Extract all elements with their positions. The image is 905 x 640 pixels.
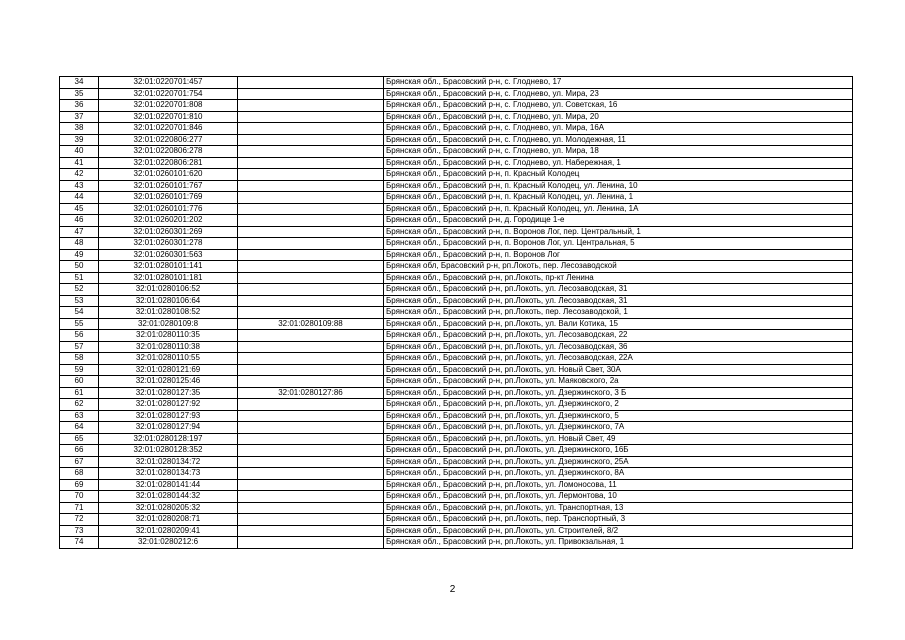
table-row: [60, 479, 853, 491]
address-cell: Брянская обл, Брасовский р-н, рп.Локоть, пер. Лесозаводской: [384, 261, 853, 273]
address-cell: Брянская обл., Брасовский р-н, п. Красный Колодец: [384, 169, 853, 181]
table-row: [60, 169, 853, 181]
related-cadastral-number-cell: 32:01:0280127:86: [238, 387, 384, 399]
related-cadastral-number-cell: [238, 111, 384, 123]
address-cell: Брянская обл., Брасовский р-н, рп.Локоть, ул. Ломоносова, 11: [384, 479, 853, 491]
address-cell: Брянская обл., Брасовский р-н, с. Глоднево, ул. Советская, 16: [384, 100, 853, 112]
related-cadastral-number-cell: [238, 410, 384, 422]
row-number-cell: 36: [60, 100, 99, 112]
cadastral-number-cell: 32:01:0280110:35: [99, 330, 238, 342]
related-cadastral-number-cell: [238, 468, 384, 480]
address-cell: Брянская обл., Брасовский р-н, рп.Локоть, ул. Дзержинского, 16Б: [384, 445, 853, 457]
table-row: [60, 157, 853, 169]
address-cell: Брянская обл., Брасовский р-н, рп.Локоть, ул. Новый Свет, 30А: [384, 364, 853, 376]
cadastral-number-cell: 32:01:0280127:35: [99, 387, 238, 399]
related-cadastral-number-cell: [238, 169, 384, 181]
related-cadastral-number-cell: [238, 422, 384, 434]
address-cell: Брянская обл., Брасовский р-н, рп.Локоть, ул. Лесозаводская, 22: [384, 330, 853, 342]
row-number-cell: 38: [60, 123, 99, 135]
cadastral-number-cell: 32:01:0280110:38: [99, 341, 238, 353]
row-number-cell: 68: [60, 468, 99, 480]
cadastral-number-cell: 32:01:0260301:269: [99, 226, 238, 238]
row-number-cell: 69: [60, 479, 99, 491]
table-row: [60, 284, 853, 296]
table-row: [60, 238, 853, 250]
address-cell: Брянская обл., Брасовский р-н, с. Глоднево, ул. Набережная, 1: [384, 157, 853, 169]
related-cadastral-number-cell: [238, 491, 384, 503]
row-number-cell: 59: [60, 364, 99, 376]
cadastral-number-cell: 32:01:0280127:92: [99, 399, 238, 411]
table-row: [60, 307, 853, 319]
address-cell: Брянская обл., Брасовский р-н, рп.Локоть, пр-кт Ленина: [384, 272, 853, 284]
address-cell: Брянская обл., Брасовский р-н, рп.Локоть, ул. Дзержинского, 3 Б: [384, 387, 853, 399]
related-cadastral-number-cell: [238, 146, 384, 158]
related-cadastral-number-cell: [238, 445, 384, 457]
address-cell: Брянская обл., Брасовский р-н, рп.Локоть, ул. Дзержинского, 7А: [384, 422, 853, 434]
table-row: [60, 502, 853, 514]
table-row: [60, 272, 853, 284]
cadastral-number-cell: 32:01:0260101:767: [99, 180, 238, 192]
table-row: [60, 146, 853, 158]
cadastral-number-cell: 32:01:0260301:563: [99, 249, 238, 261]
row-number-cell: 70: [60, 491, 99, 503]
row-number-cell: 54: [60, 307, 99, 319]
cadastral-number-cell: 32:01:0260101:769: [99, 192, 238, 204]
related-cadastral-number-cell: [238, 525, 384, 537]
table-row: [60, 445, 853, 457]
address-cell: Брянская обл., Брасовский р-н, рп.Локоть, ул. Лесозаводская, 22А: [384, 353, 853, 365]
table-row: [60, 491, 853, 503]
cadastral-number-cell: 32:01:0280109:8: [99, 318, 238, 330]
row-number-cell: 73: [60, 525, 99, 537]
related-cadastral-number-cell: [238, 341, 384, 353]
address-cell: Брянская обл., Брасовский р-н, п. Воронов Лог: [384, 249, 853, 261]
row-number-cell: 60: [60, 376, 99, 388]
table-row: [60, 537, 853, 549]
cadastral-number-cell: 32:01:0280134:72: [99, 456, 238, 468]
table-row: [60, 341, 853, 353]
related-cadastral-number-cell: [238, 272, 384, 284]
related-cadastral-number-cell: [238, 134, 384, 146]
cadastral-number-cell: 32:01:0260201:202: [99, 215, 238, 227]
row-number-cell: 71: [60, 502, 99, 514]
related-cadastral-number-cell: [238, 261, 384, 273]
cadastral-number-cell: 32:01:0220701:808: [99, 100, 238, 112]
table-row: [60, 77, 853, 89]
table-row: [60, 433, 853, 445]
address-cell: Брянская обл., Брасовский р-н, рп.Локоть, ул. Транспортная, 13: [384, 502, 853, 514]
address-cell: Брянская обл., Брасовский р-н, рп.Локоть, ул. Дзержинского, 2: [384, 399, 853, 411]
row-number-cell: 46: [60, 215, 99, 227]
row-number-cell: 45: [60, 203, 99, 215]
row-number-cell: 34: [60, 77, 99, 89]
table-row: [60, 123, 853, 135]
cadastral-number-cell: 32:01:0220806:278: [99, 146, 238, 158]
address-cell: Брянская обл., Брасовский р-н, с. Глоднево, ул. Молодежная, 11: [384, 134, 853, 146]
related-cadastral-number-cell: [238, 203, 384, 215]
page-number: 2: [449, 584, 456, 595]
row-number-cell: 62: [60, 399, 99, 411]
table-row: [60, 318, 853, 330]
address-cell: Брянская обл., Брасовский р-н, рп.Локоть, ул. Дзержинского, 5: [384, 410, 853, 422]
cadastral-number-cell: 32:01:0280108:52: [99, 307, 238, 319]
row-number-cell: 51: [60, 272, 99, 284]
address-cell: Брянская обл., Брасовский р-н, с. Глоднево, ул. Мира, 23: [384, 88, 853, 100]
cadastral-number-cell: 32:01:0280101:181: [99, 272, 238, 284]
row-number-cell: 52: [60, 284, 99, 296]
related-cadastral-number-cell: [238, 399, 384, 411]
address-cell: Брянская обл., Брасовский р-н, п. Красный Колодец, ул. Ленина, 1: [384, 192, 853, 204]
related-cadastral-number-cell: [238, 226, 384, 238]
cadastral-number-cell: 32:01:0280106:52: [99, 284, 238, 296]
row-number-cell: 42: [60, 169, 99, 181]
address-cell: Брянская обл., Брасовский р-н, рп.Локоть, пер. Лесозаводской, 1: [384, 307, 853, 319]
row-number-cell: 40: [60, 146, 99, 158]
address-cell: Брянская обл., Брасовский р-н, рп.Локоть, ул. Дзержинского, 8А: [384, 468, 853, 480]
table-row: [60, 261, 853, 273]
address-cell: Брянская обл., Брасовский р-н, с. Глоднево, ул. Мира, 18: [384, 146, 853, 158]
table-row: [60, 192, 853, 204]
row-number-cell: 74: [60, 537, 99, 549]
related-cadastral-number-cell: [238, 157, 384, 169]
address-cell: Брянская обл., Брасовский р-н, рп.Локоть, пер. Транспортный, 3: [384, 514, 853, 526]
row-number-cell: 41: [60, 157, 99, 169]
row-number-cell: 53: [60, 295, 99, 307]
cadastral-number-cell: 32:01:0280134:73: [99, 468, 238, 480]
cadastral-number-cell: 32:01:0280127:94: [99, 422, 238, 434]
cadastral-number-cell: 32:01:0260101:620: [99, 169, 238, 181]
cadastral-number-cell: 32:01:0280106:64: [99, 295, 238, 307]
address-cell: Брянская обл., Брасовский р-н, рп.Локоть, ул. Лесозаводская, 31: [384, 295, 853, 307]
row-number-cell: 35: [60, 88, 99, 100]
cadastral-number-cell: 32:01:0280125:46: [99, 376, 238, 388]
cadastral-number-cell: 32:01:0220806:281: [99, 157, 238, 169]
cadastral-number-cell: 32:01:0280101:141: [99, 261, 238, 273]
related-cadastral-number-cell: [238, 284, 384, 296]
cadastral-number-cell: 32:01:0220701:846: [99, 123, 238, 135]
related-cadastral-number-cell: [238, 353, 384, 365]
address-cell: Брянская обл., Брасовский р-н, п. Воронов Лог, пер. Центральный, 1: [384, 226, 853, 238]
table-row: [60, 203, 853, 215]
row-number-cell: 50: [60, 261, 99, 273]
address-cell: Брянская обл., Брасовский р-н, рп.Локоть, ул. Привокзальная, 1: [384, 537, 853, 549]
related-cadastral-number-cell: [238, 215, 384, 227]
related-cadastral-number-cell: [238, 456, 384, 468]
row-number-cell: 66: [60, 445, 99, 457]
table-row: [60, 215, 853, 227]
property-table: [59, 76, 853, 549]
related-cadastral-number-cell: [238, 514, 384, 526]
cadastral-number-cell: 32:01:0280121:69: [99, 364, 238, 376]
cadastral-number-cell: 32:01:0280110:55: [99, 353, 238, 365]
row-number-cell: 56: [60, 330, 99, 342]
cadastral-number-cell: 32:01:0280128:197: [99, 433, 238, 445]
table-row: [60, 387, 853, 399]
table-row: [60, 364, 853, 376]
table-row: [60, 226, 853, 238]
related-cadastral-number-cell: [238, 77, 384, 89]
related-cadastral-number-cell: [238, 295, 384, 307]
cadastral-number-cell: 32:01:0280128:352: [99, 445, 238, 457]
cadastral-number-cell: 32:01:0260101:776: [99, 203, 238, 215]
address-cell: Брянская обл., Брасовский р-н, рп.Локоть, ул. Строителей, 8/2: [384, 525, 853, 537]
table-row: [60, 422, 853, 434]
related-cadastral-number-cell: [238, 100, 384, 112]
table-row: [60, 249, 853, 261]
cadastral-number-cell: 32:01:0220806:277: [99, 134, 238, 146]
row-number-cell: 57: [60, 341, 99, 353]
related-cadastral-number-cell: [238, 192, 384, 204]
address-cell: Брянская обл., Брасовский р-н, с. Глоднево, ул. Мира, 20: [384, 111, 853, 123]
table-row: [60, 111, 853, 123]
table-row: [60, 410, 853, 422]
cadastral-number-cell: 32:01:0220701:810: [99, 111, 238, 123]
related-cadastral-number-cell: [238, 88, 384, 100]
row-number-cell: 39: [60, 134, 99, 146]
row-number-cell: 43: [60, 180, 99, 192]
row-number-cell: 64: [60, 422, 99, 434]
cadastral-number-cell: 32:01:0280205:32: [99, 502, 238, 514]
row-number-cell: 48: [60, 238, 99, 250]
related-cadastral-number-cell: [238, 433, 384, 445]
cadastral-number-cell: 32:01:0280209:41: [99, 525, 238, 537]
table-row: [60, 134, 853, 146]
related-cadastral-number-cell: [238, 330, 384, 342]
table-row: [60, 180, 853, 192]
cadastral-number-cell: 32:01:0280212:6: [99, 537, 238, 549]
address-cell: Брянская обл., Брасовский р-н, д. Городище 1-е: [384, 215, 853, 227]
row-number-cell: 37: [60, 111, 99, 123]
table-row: [60, 353, 853, 365]
cadastral-number-cell: 32:01:0220701:754: [99, 88, 238, 100]
row-number-cell: 49: [60, 249, 99, 261]
related-cadastral-number-cell: [238, 123, 384, 135]
related-cadastral-number-cell: [238, 238, 384, 250]
table-row: [60, 525, 853, 537]
property-table-body: [60, 77, 853, 549]
table-row: [60, 88, 853, 100]
cadastral-number-cell: 32:01:0260301:278: [99, 238, 238, 250]
address-cell: Брянская обл., Брасовский р-н, с. Глоднево, 17: [384, 77, 853, 89]
address-cell: Брянская обл., Брасовский р-н, рп.Локоть, ул. Лесозаводская, 36: [384, 341, 853, 353]
related-cadastral-number-cell: [238, 249, 384, 261]
table-row: [60, 399, 853, 411]
row-number-cell: 63: [60, 410, 99, 422]
related-cadastral-number-cell: [238, 364, 384, 376]
address-cell: Брянская обл., Брасовский р-н, п. Красный Колодец, ул. Ленина, 1А: [384, 203, 853, 215]
related-cadastral-number-cell: [238, 307, 384, 319]
table-row: [60, 330, 853, 342]
cadastral-number-cell: 32:01:0220701:457: [99, 77, 238, 89]
related-cadastral-number-cell: 32:01:0280109:88: [238, 318, 384, 330]
row-number-cell: 72: [60, 514, 99, 526]
address-cell: Брянская обл., Брасовский р-н, рп.Локоть, ул. Дзержинского, 25А: [384, 456, 853, 468]
address-cell: Брянская обл., Брасовский р-н, рп.Локоть, ул. Лесозаводская, 31: [384, 284, 853, 296]
row-number-cell: 61: [60, 387, 99, 399]
row-number-cell: 67: [60, 456, 99, 468]
table-row: [60, 468, 853, 480]
row-number-cell: 58: [60, 353, 99, 365]
table-row: [60, 514, 853, 526]
related-cadastral-number-cell: [238, 537, 384, 549]
address-cell: Брянская обл., Брасовский р-н, п. Красный Колодец, ул. Ленина, 10: [384, 180, 853, 192]
table-row: [60, 456, 853, 468]
address-cell: Брянская обл., Брасовский р-н, рп.Локоть, ул. Лермонтова, 10: [384, 491, 853, 503]
address-cell: Брянская обл., Брасовский р-н, рп.Локоть, ул. Вали Котика, 15: [384, 318, 853, 330]
row-number-cell: 47: [60, 226, 99, 238]
row-number-cell: 44: [60, 192, 99, 204]
row-number-cell: 65: [60, 433, 99, 445]
cadastral-number-cell: 32:01:0280144:32: [99, 491, 238, 503]
address-cell: Брянская обл., Брасовский р-н, с. Глоднево, ул. Мира, 16А: [384, 123, 853, 135]
address-cell: Брянская обл., Брасовский р-н, рп.Локоть, ул. Маяковского, 2а: [384, 376, 853, 388]
cadastral-number-cell: 32:01:0280208:71: [99, 514, 238, 526]
related-cadastral-number-cell: [238, 479, 384, 491]
table-row: [60, 100, 853, 112]
row-number-cell: 55: [60, 318, 99, 330]
address-cell: Брянская обл., Брасовский р-н, п. Воронов Лог, ул. Центральная, 5: [384, 238, 853, 250]
cadastral-number-cell: 32:01:0280141:44: [99, 479, 238, 491]
table-row: [60, 376, 853, 388]
cadastral-number-cell: 32:01:0280127:93: [99, 410, 238, 422]
table-row: [60, 295, 853, 307]
related-cadastral-number-cell: [238, 502, 384, 514]
related-cadastral-number-cell: [238, 180, 384, 192]
address-cell: Брянская обл., Брасовский р-н, рп.Локоть, ул. Новый Свет, 49: [384, 433, 853, 445]
related-cadastral-number-cell: [238, 376, 384, 388]
